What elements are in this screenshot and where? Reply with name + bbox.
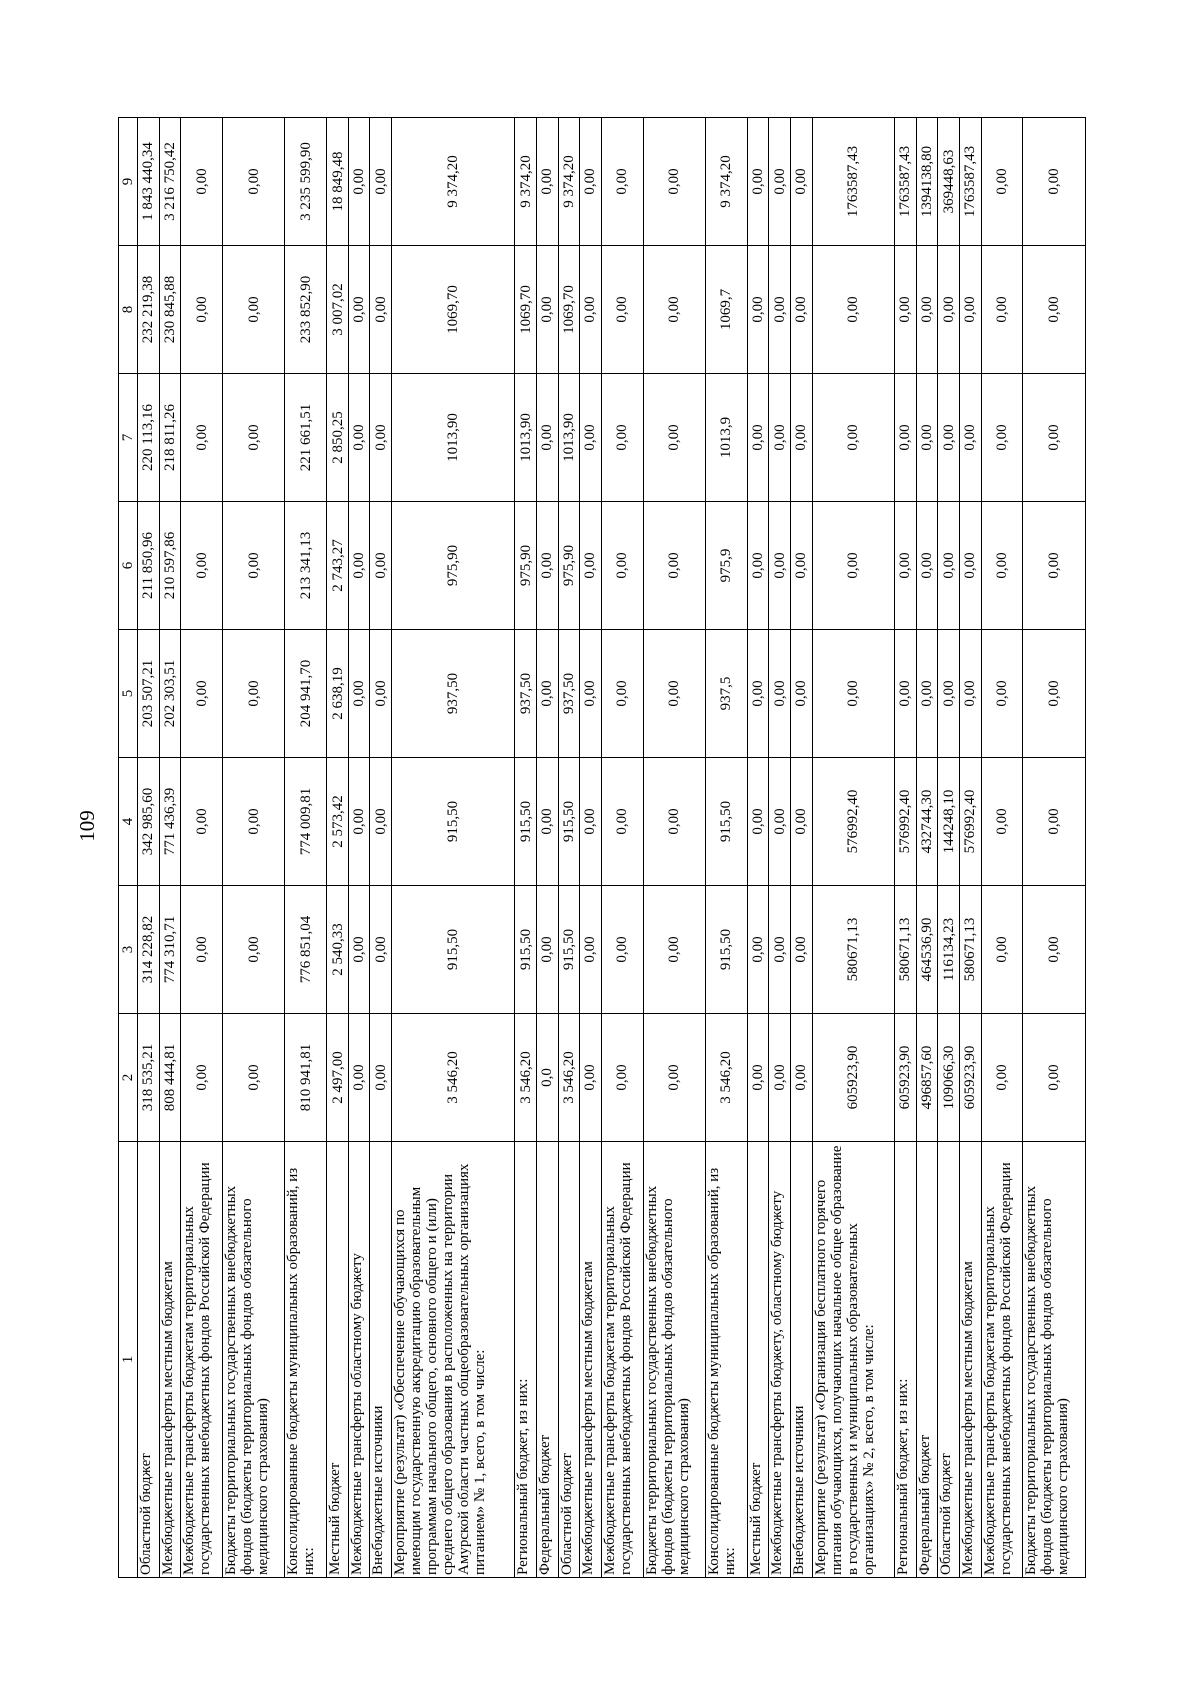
value-cell: 774 009,81 xyxy=(285,758,327,886)
value-cell: 3 546,20 xyxy=(558,1014,580,1142)
value-cell: 0,00 xyxy=(791,886,813,1014)
value-cell: 464536,90 xyxy=(916,886,938,1014)
value-cell: 0,00 xyxy=(747,374,769,502)
value-cell: 0,00 xyxy=(223,374,285,502)
table-row xyxy=(601,118,643,1578)
value-cell: 0,00 xyxy=(580,246,602,374)
value-cell: 0,00 xyxy=(348,502,370,630)
value-cell: 0,00 xyxy=(181,886,223,1014)
value-cell: 432744,30 xyxy=(916,758,938,886)
value-cell: 3 546,20 xyxy=(515,1014,537,1142)
budget-table xyxy=(118,117,1086,1578)
row-label: Местный бюджет xyxy=(327,1142,349,1578)
value-cell: 0,00 xyxy=(938,502,960,630)
table-row xyxy=(223,118,285,1578)
value-cell: 1013,90 xyxy=(392,374,515,502)
value-cell: 221 661,51 xyxy=(285,374,327,502)
value-cell: 580671,13 xyxy=(959,886,981,1014)
value-cell: 0,00 xyxy=(643,118,705,246)
table-row xyxy=(938,118,960,1578)
table-row xyxy=(181,118,223,1578)
value-cell: 0,00 xyxy=(981,118,1023,246)
value-cell: 0,00 xyxy=(601,886,643,1014)
value-cell: 0,00 xyxy=(601,502,643,630)
value-cell: 0,00 xyxy=(791,630,813,758)
row-label: Областной бюджет xyxy=(138,1142,160,1578)
value-cell: 9 374,20 xyxy=(558,118,580,246)
column-header-9: 9 xyxy=(119,118,138,246)
value-cell: 0,00 xyxy=(938,246,960,374)
value-cell: 0,00 xyxy=(769,886,791,1014)
value-cell: 1394138,80 xyxy=(916,118,938,246)
value-cell: 3 216 750,42 xyxy=(159,118,181,246)
value-cell: 1069,7 xyxy=(705,246,747,374)
value-cell: 213 341,13 xyxy=(285,502,327,630)
value-cell: 0,00 xyxy=(370,374,392,502)
row-label: Бюджеты территориальных государственных внебюджетных фондов (бюджеты территориальных фондов обязательного медицинского страхования) xyxy=(223,1142,285,1578)
value-cell: 2 743,27 xyxy=(327,502,349,630)
table-row xyxy=(981,118,1023,1578)
column-header-6: 6 xyxy=(119,502,138,630)
value-cell: 0,00 xyxy=(181,502,223,630)
row-label: Консолидированные бюджеты муниципальных образований, из них: xyxy=(705,1142,747,1578)
value-cell: 0,00 xyxy=(1023,1014,1086,1142)
row-label: Бюджеты территориальных государственных внебюджетных фондов (бюджеты территориальных фондов обязательного медицинского страхования) xyxy=(1023,1142,1086,1578)
value-cell: 0,00 xyxy=(223,246,285,374)
value-cell: 975,9 xyxy=(705,502,747,630)
value-cell: 1763587,43 xyxy=(895,118,917,246)
row-label: Областной бюджет xyxy=(558,1142,580,1578)
value-cell: 0,00 xyxy=(959,246,981,374)
value-cell: 0,00 xyxy=(223,502,285,630)
value-cell: 2 638,19 xyxy=(327,630,349,758)
value-cell: 0,00 xyxy=(348,1014,370,1142)
value-cell: 0,00 xyxy=(1023,758,1086,886)
row-label: Межбюджетные трансферты местным бюджетам xyxy=(159,1142,181,1578)
value-cell: 808 444,81 xyxy=(159,1014,181,1142)
value-cell: 0,00 xyxy=(370,886,392,1014)
table-row xyxy=(916,118,938,1578)
value-cell: 0,00 xyxy=(791,246,813,374)
value-cell: 0,00 xyxy=(747,246,769,374)
value-cell: 203 507,21 xyxy=(138,630,160,758)
value-cell: 0,00 xyxy=(959,630,981,758)
value-cell: 0,00 xyxy=(536,118,558,246)
table-row xyxy=(159,118,181,1578)
page-number: 109 xyxy=(75,810,99,842)
value-cell: 0,00 xyxy=(769,758,791,886)
value-cell: 2 497,00 xyxy=(327,1014,349,1142)
value-cell: 0,00 xyxy=(223,1014,285,1142)
row-label: Региональный бюджет, из них: xyxy=(515,1142,537,1578)
value-cell: 915,50 xyxy=(558,758,580,886)
value-cell: 0,00 xyxy=(643,246,705,374)
value-cell: 0,00 xyxy=(643,502,705,630)
value-cell: 0,00 xyxy=(580,630,602,758)
value-cell: 0,00 xyxy=(536,502,558,630)
value-cell: 230 845,88 xyxy=(159,246,181,374)
value-cell: 771 436,39 xyxy=(159,758,181,886)
value-cell: 0,00 xyxy=(769,502,791,630)
value-cell: 0,00 xyxy=(601,1014,643,1142)
row-label: Федеральный бюджет xyxy=(536,1142,558,1578)
value-cell: 233 852,90 xyxy=(285,246,327,374)
value-cell: 0,00 xyxy=(812,630,895,758)
value-cell: 0,00 xyxy=(348,886,370,1014)
value-cell: 0,00 xyxy=(747,886,769,1014)
column-header-8: 8 xyxy=(119,246,138,374)
value-cell: 0,00 xyxy=(223,886,285,1014)
table-row xyxy=(370,118,392,1578)
value-cell: 0,00 xyxy=(181,374,223,502)
row-label: Межбюджетные трансферты бюджетам территориальных государственных внебюджетных фондов Российской Федерации xyxy=(601,1142,643,1578)
value-cell: 975,90 xyxy=(558,502,580,630)
row-label: Бюджеты территориальных государственных внебюджетных фондов (бюджеты территориальных фондов обязательного медицинского страхования) xyxy=(643,1142,705,1578)
value-cell: 0,00 xyxy=(916,246,938,374)
value-cell: 0,00 xyxy=(643,630,705,758)
table-row xyxy=(812,118,895,1578)
table-row xyxy=(1023,118,1086,1578)
row-label: Консолидированные бюджеты муниципальных образований, из них: xyxy=(285,1142,327,1578)
table-row xyxy=(392,118,515,1578)
value-cell: 1069,70 xyxy=(558,246,580,374)
value-cell: 0,00 xyxy=(580,502,602,630)
table-row xyxy=(285,118,327,1578)
value-cell: 0,00 xyxy=(938,630,960,758)
header-row xyxy=(119,118,138,1578)
value-cell: 0,00 xyxy=(181,758,223,886)
value-cell: 0,00 xyxy=(643,374,705,502)
value-cell: 0,00 xyxy=(348,246,370,374)
row-label: Межбюджетные трансферты областному бюджету xyxy=(348,1142,370,1578)
value-cell: 0,00 xyxy=(181,246,223,374)
row-label: Внебюджетные источники xyxy=(370,1142,392,1578)
table-row xyxy=(138,118,160,1578)
row-label: Межбюджетные трансферты бюджетам территориальных государственных внебюджетных фондов Российской Федерации xyxy=(981,1142,1023,1578)
value-cell: 0,00 xyxy=(1023,246,1086,374)
value-cell: 0,00 xyxy=(643,1014,705,1142)
value-cell: 0,00 xyxy=(1023,118,1086,246)
value-cell: 342 985,60 xyxy=(138,758,160,886)
table-body xyxy=(138,118,1086,1578)
value-cell: 0,00 xyxy=(812,246,895,374)
value-cell: 0,00 xyxy=(536,630,558,758)
value-cell: 915,50 xyxy=(515,886,537,1014)
value-cell: 937,50 xyxy=(558,630,580,758)
value-cell: 314 228,82 xyxy=(138,886,160,1014)
value-cell: 0,00 xyxy=(181,118,223,246)
value-cell: 937,50 xyxy=(392,630,515,758)
value-cell: 9 374,20 xyxy=(392,118,515,246)
value-cell: 0,00 xyxy=(791,758,813,886)
value-cell: 576992,40 xyxy=(895,758,917,886)
value-cell: 1 843 440,34 xyxy=(138,118,160,246)
value-cell: 0,00 xyxy=(895,502,917,630)
value-cell: 0,00 xyxy=(747,118,769,246)
column-header-4: 4 xyxy=(119,758,138,886)
table-row xyxy=(769,118,791,1578)
value-cell: 0,00 xyxy=(601,630,643,758)
value-cell: 0,00 xyxy=(370,1014,392,1142)
row-label: Мероприятие (результат) «Обеспечение обучающихся по имеющим государственную аккредитацию образовательным программам начального общего, основного общего и (или) среднего общего образования в расположенных на территории Амурской области частных общеобразовательных организациях питанием» № 1, всего, в том числе: xyxy=(392,1142,515,1578)
value-cell: 810 941,81 xyxy=(285,1014,327,1142)
value-cell: 915,50 xyxy=(392,758,515,886)
value-cell: 0,00 xyxy=(348,118,370,246)
value-cell: 204 941,70 xyxy=(285,630,327,758)
value-cell: 776 851,04 xyxy=(285,886,327,1014)
value-cell: 0,00 xyxy=(981,502,1023,630)
table-row xyxy=(348,118,370,1578)
row-label: Межбюджетные трансферты бюджетам территориальных государственных внебюджетных фондов Российской Федерации xyxy=(181,1142,223,1578)
value-cell: 0,00 xyxy=(747,758,769,886)
value-cell: 0,00 xyxy=(938,374,960,502)
value-cell: 0,00 xyxy=(981,758,1023,886)
value-cell: 0,00 xyxy=(769,1014,791,1142)
column-header-1: 1 xyxy=(119,1142,138,1578)
value-cell: 0,00 xyxy=(812,502,895,630)
value-cell: 0,00 xyxy=(580,374,602,502)
value-cell: 218 811,26 xyxy=(159,374,181,502)
value-cell: 0,00 xyxy=(1023,502,1086,630)
value-cell: 605923,90 xyxy=(812,1014,895,1142)
value-cell: 0,00 xyxy=(895,374,917,502)
value-cell: 0,00 xyxy=(791,374,813,502)
value-cell: 0,00 xyxy=(1023,374,1086,502)
row-label: Внебюджетные источники xyxy=(791,1142,813,1578)
table-row xyxy=(959,118,981,1578)
row-label: Межбюджетные трансферты бюджету, областному бюджету xyxy=(769,1142,791,1578)
value-cell: 0,00 xyxy=(370,246,392,374)
value-cell: 580671,13 xyxy=(812,886,895,1014)
row-label: Региональный бюджет, из них: xyxy=(895,1142,917,1578)
value-cell: 937,50 xyxy=(515,630,537,758)
value-cell: 232 219,38 xyxy=(138,246,160,374)
value-cell: 496857,60 xyxy=(916,1014,938,1142)
column-header-2: 2 xyxy=(119,1014,138,1142)
value-cell: 0,00 xyxy=(181,1014,223,1142)
value-cell: 2 850,25 xyxy=(327,374,349,502)
value-cell: 605923,90 xyxy=(959,1014,981,1142)
table-row xyxy=(580,118,602,1578)
value-cell: 369448,63 xyxy=(938,118,960,246)
value-cell: 915,50 xyxy=(705,758,747,886)
value-cell: 1013,90 xyxy=(558,374,580,502)
table-row xyxy=(643,118,705,1578)
value-cell: 0,00 xyxy=(791,502,813,630)
value-cell: 0,00 xyxy=(1023,886,1086,1014)
column-header-5: 5 xyxy=(119,630,138,758)
value-cell: 0,00 xyxy=(959,374,981,502)
value-cell: 576992,40 xyxy=(812,758,895,886)
row-label: Межбюджетные трансферты местным бюджетам xyxy=(580,1142,602,1578)
value-cell: 0,00 xyxy=(747,630,769,758)
value-cell: 915,50 xyxy=(392,886,515,1014)
value-cell: 0,00 xyxy=(181,630,223,758)
value-cell: 1763587,43 xyxy=(812,118,895,246)
value-cell: 605923,90 xyxy=(895,1014,917,1142)
value-cell: 0,00 xyxy=(580,1014,602,1142)
value-cell: 975,90 xyxy=(515,502,537,630)
row-label: Федеральный бюджет xyxy=(916,1142,938,1578)
value-cell: 0,00 xyxy=(223,630,285,758)
value-cell: 2 573,42 xyxy=(327,758,349,886)
table-row xyxy=(895,118,917,1578)
value-cell: 1013,90 xyxy=(515,374,537,502)
row-label: Мероприятие (результат) «Организация бесплатного горячего питания обучающихся, получающих начальное общее образование в государственных и муниципальных образовательных организациях» № 2, всего, в том числе: xyxy=(812,1142,895,1578)
row-label: Местный бюджет xyxy=(747,1142,769,1578)
value-cell: 0,00 xyxy=(348,374,370,502)
value-cell: 0,00 xyxy=(1023,630,1086,758)
value-cell: 774 310,71 xyxy=(159,886,181,1014)
value-cell: 0,00 xyxy=(601,246,643,374)
value-cell: 3 235 599,90 xyxy=(285,118,327,246)
value-cell: 0,00 xyxy=(747,1014,769,1142)
value-cell: 0,00 xyxy=(791,118,813,246)
value-cell: 1069,70 xyxy=(392,246,515,374)
table-row xyxy=(705,118,747,1578)
value-cell: 0,00 xyxy=(916,374,938,502)
value-cell: 0,00 xyxy=(643,886,705,1014)
value-cell: 3 007,02 xyxy=(327,246,349,374)
value-cell: 0,00 xyxy=(981,630,1023,758)
value-cell: 915,50 xyxy=(515,758,537,886)
value-cell: 9 374,20 xyxy=(515,118,537,246)
column-header-3: 3 xyxy=(119,886,138,1014)
table-row xyxy=(747,118,769,1578)
value-cell: 202 303,51 xyxy=(159,630,181,758)
row-label: Областной бюджет xyxy=(938,1142,960,1578)
value-cell: 220 113,16 xyxy=(138,374,160,502)
value-cell: 0,00 xyxy=(580,886,602,1014)
value-cell: 0,00 xyxy=(536,886,558,1014)
value-cell: 9 374,20 xyxy=(705,118,747,246)
value-cell: 0,00 xyxy=(981,1014,1023,1142)
table-row xyxy=(791,118,813,1578)
value-cell: 0,00 xyxy=(370,502,392,630)
table-row xyxy=(327,118,349,1578)
value-cell: 1069,70 xyxy=(515,246,537,374)
value-cell: 1763587,43 xyxy=(959,118,981,246)
value-cell: 0,00 xyxy=(895,246,917,374)
value-cell: 0,00 xyxy=(601,758,643,886)
value-cell: 0,00 xyxy=(747,502,769,630)
value-cell: 576992,40 xyxy=(959,758,981,886)
value-cell: 0,00 xyxy=(223,758,285,886)
value-cell: 0,00 xyxy=(370,630,392,758)
value-cell: 3 546,20 xyxy=(705,1014,747,1142)
value-cell: 0,00 xyxy=(580,758,602,886)
value-cell: 0,00 xyxy=(769,246,791,374)
value-cell: 0,00 xyxy=(536,374,558,502)
value-cell: 0,00 xyxy=(370,758,392,886)
value-cell: 0,00 xyxy=(981,246,1023,374)
value-cell: 2 540,33 xyxy=(327,886,349,1014)
value-cell: 211 850,96 xyxy=(138,502,160,630)
value-cell: 0,00 xyxy=(370,118,392,246)
value-cell: 0,00 xyxy=(959,502,981,630)
value-cell: 0,00 xyxy=(981,374,1023,502)
value-cell: 0,00 xyxy=(580,118,602,246)
budget-table-container xyxy=(118,118,1086,1578)
column-header-7: 7 xyxy=(119,374,138,502)
value-cell: 318 535,21 xyxy=(138,1014,160,1142)
value-cell: 975,90 xyxy=(392,502,515,630)
table-row xyxy=(558,118,580,1578)
value-cell: 915,50 xyxy=(705,886,747,1014)
value-cell: 18 849,48 xyxy=(327,118,349,246)
value-cell: 109066,30 xyxy=(938,1014,960,1142)
value-cell: 0,00 xyxy=(812,374,895,502)
value-cell: 1013,9 xyxy=(705,374,747,502)
row-label: Межбюджетные трансферты местным бюджетам xyxy=(959,1142,981,1578)
value-cell: 0,00 xyxy=(916,630,938,758)
value-cell: 0,00 xyxy=(348,758,370,886)
value-cell: 0,00 xyxy=(769,630,791,758)
value-cell: 0,00 xyxy=(601,374,643,502)
value-cell: 0,00 xyxy=(601,118,643,246)
value-cell: 0,00 xyxy=(769,374,791,502)
value-cell: 210 597,86 xyxy=(159,502,181,630)
value-cell: 0,00 xyxy=(536,758,558,886)
value-cell: 0,00 xyxy=(791,1014,813,1142)
value-cell: 0,00 xyxy=(643,758,705,886)
value-cell: 0,00 xyxy=(895,630,917,758)
value-cell: 937,5 xyxy=(705,630,747,758)
value-cell: 580671,13 xyxy=(895,886,917,1014)
value-cell: 0,00 xyxy=(348,630,370,758)
value-cell: 3 546,20 xyxy=(392,1014,515,1142)
value-cell: 0,00 xyxy=(916,502,938,630)
value-cell: 915,50 xyxy=(558,886,580,1014)
value-cell: 116134,23 xyxy=(938,886,960,1014)
table-row xyxy=(536,118,558,1578)
value-cell: 0,00 xyxy=(223,118,285,246)
value-cell: 144248,10 xyxy=(938,758,960,886)
value-cell: 0,00 xyxy=(769,118,791,246)
table-row xyxy=(515,118,537,1578)
value-cell: 0,00 xyxy=(981,886,1023,1014)
value-cell: 0,0 xyxy=(536,1014,558,1142)
value-cell: 0,00 xyxy=(536,246,558,374)
